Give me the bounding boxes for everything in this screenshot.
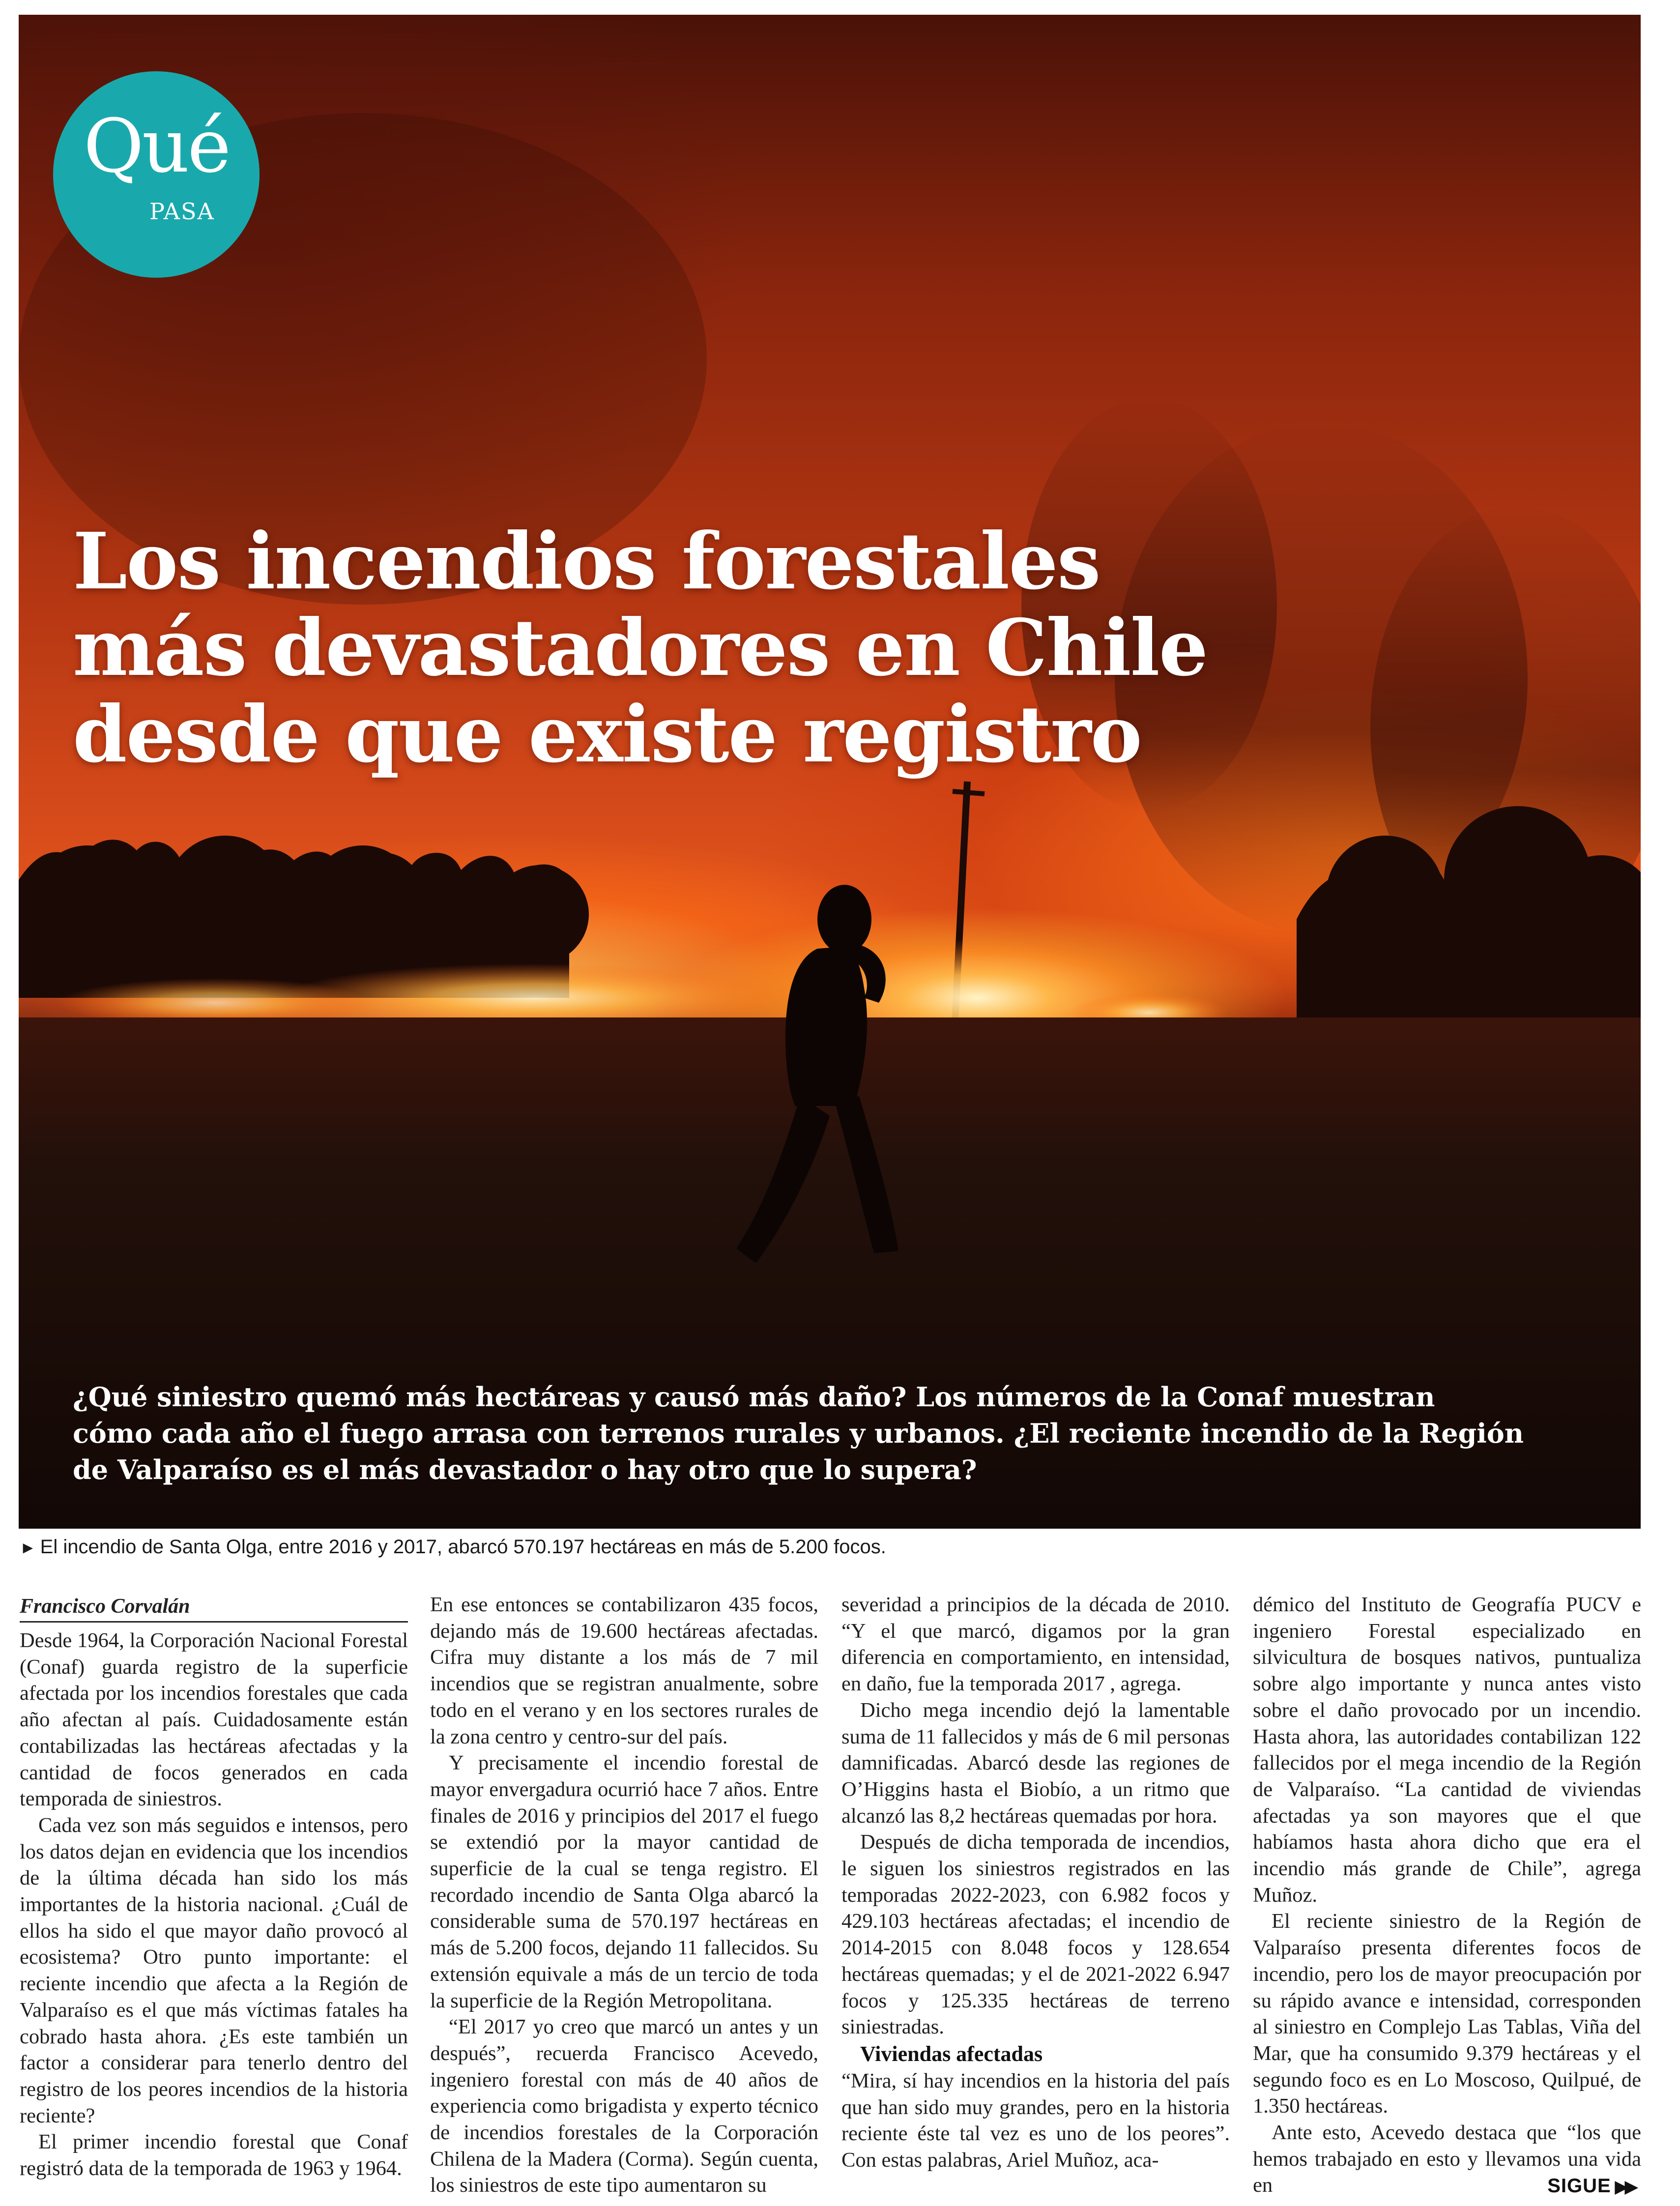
deck-line-2: cómo cada año el fuego arrasa con terrenos rurales y urbanos. ¿El reciente incendio de la Región [73, 1418, 1524, 1449]
paragraph: Y precisamente el incendio forestal de mayor envergadura ocurrió hace 7 años. Entre finales de 2016 y principios del 2017 el fuego se extendió por la mayor cantidad de superficie de la cual se tenga registro. El recordado incendio de Santa Olga abarcó la considerable suma de 570.197 hectáreas en más de 5.200 focos, dejando 11 fallecidos. Su extensión equivale a más de un tercio de toda la superficie de la Región Metropolitana. [430, 1751, 818, 2012]
byline: Francisco Corvalán [20, 1592, 408, 1623]
article-headline [73, 516, 1351, 780]
caption-arrow-icon: ► [20, 1538, 36, 1557]
deck-line-1: ¿Qué siniestro quemó más hectáreas y causó más daño? Los números de la Conaf muestran [73, 1381, 1435, 1413]
continue-indicator [1547, 2175, 1635, 2197]
article-column-4 [1253, 1592, 1641, 2199]
article-column-3 [841, 1592, 1230, 2174]
paragraph: severidad a principios de la década de 2010. “Y el que marcó, digamos por la gran diferencia en comportamiento, en intensidad, en daño, fue la temporada 2017 , agrega. [841, 1593, 1230, 1696]
caption-text: El incendio de Santa Olga, entre 2016 y 2017, abarcó 570.197 hectáreas en más de 5.200 focos. [40, 1536, 886, 1558]
paragraph: “Mira, sí hay incendios en la historia del país que han sido muy grandes, pero en la historia reciente éste tal vez es uno de los peores”. Con estas palabras, Ariel Muñoz, aca- [841, 2069, 1230, 2172]
headline-line-2: más devastadores en Chile [73, 603, 1208, 694]
headline-line-3: desde que existe registro [73, 689, 1141, 780]
paragraph: El primer incendio forestal que Conaf registró data de la temporada de 1963 y 1964. [20, 2130, 408, 2180]
headline-line-1: Los incendios forestales [73, 516, 1100, 607]
logo-pasa-text: PASA [149, 198, 215, 225]
article-column-1 [20, 1592, 408, 2182]
paragraph: “El 2017 yo creo que marcó un antes y un después”, recuerda Francisco Acevedo, ingeniero forestal con más de 40 años de experiencia como brigadista y experto técnico de incendios forestales de la Corporación Chilena de la Madera (Corma). Según cuenta, los siniestros de este tipo aumentaron su [430, 2015, 818, 2197]
logo-que-text: Qué [83, 104, 230, 189]
paragraph: démico del Instituto de Geografía PUCV e ingeniero Forestal especializado en silvicultura de bosques nativos, puntualiza sobre algo importante y nunca antes visto sobre el daño provocado por un incendio. Hasta ahora, las autoridades contabilizan 122 fallecidos por el mega incendio de la Región de Valparaíso. “La cantidad de viviendas afectadas ya son mayores que el que habíamos hasta ahora dicho que era el incendio más grande de Chile”, agrega Muñoz. [1253, 1593, 1641, 1907]
sigue-label: SIGUE [1547, 2175, 1611, 2197]
que-pasa-logo [53, 71, 260, 278]
paragraph: El reciente siniestro de la Región de Valparaíso presenta diferentes focos de incendio, pero los de mayor preocupación por su rápido avance e intensidad, corresponden al siniestro en Complejo Las Tablas, Viña del Mar, que ha consumido 9.379 hectáreas y el segundo foco es en Lo Moscoso, Quilpué, de 1.350 hectáreas. [1253, 1910, 1641, 2118]
article-column-2 [430, 1592, 818, 2199]
paragraph: Ante esto, Acevedo destaca que “los que hemos trabajado en esto y llevamos una vida en [1253, 2121, 1641, 2197]
paragraph: En ese entonces se contabilizaron 435 focos, dejando más de 19.600 hectáreas afectadas. Cifra muy distante a los más de 7 mil incendios que se registran anualmente, sobre todo en el verano y en los sectores rurales de la zona centro y centro-sur del país. [430, 1593, 818, 1748]
deck-line-3: de Valparaíso es el más devastador o hay otro que lo supera? [73, 1454, 977, 1485]
paragraph: Dicho mega incendio dejó la lamentable suma de 11 fallecidos y más de 6 mil personas damnificadas. Abarcó desde las regiones de O’Higgins hasta el Biobío, a un ritmo que alcanzó las 8,2 hectáreas quemadas por hora. [841, 1698, 1230, 1828]
paragraph: Cada vez son más seguidos e intensos, pero los datos dejan en evidencia que los incendios de la última década han sido los más importantes de la historia nacional. ¿Cuál de ellos ha sido el que mayor daño provocó al ecosistema? Otro punto importante: el reciente incendio que afecta a la Región de Valparaíso es el que más víctimas fatales ha cobrado hasta ahora. ¿Es este también un factor a considerar para tenerlo dentro del registro de los peores incendios de la historia reciente? [20, 1813, 408, 2127]
section-subhead: Viviendas afectadas [860, 2041, 1043, 2066]
article-deck [73, 1379, 1547, 1488]
double-arrow-icon: ▶▶ [1615, 2177, 1635, 2196]
photo-caption [20, 1536, 1642, 1558]
hero-photo [19, 15, 1641, 1529]
paragraph: Después de dicha temporada de incendios, le siguen los siniestros registrados en las temporadas 2022-2023, con 6.982 focos y 429.103 hectáreas afectadas; el incendio de 2014-2015 con 8.048 focos y 128.654 hectáreas quemadas; y el de 2021-2022 6.947 focos y 125.335 hectáreas de terreno siniestradas. [841, 1830, 1230, 2039]
paragraph: Desde 1964, la Corporación Nacional Forestal (Conaf) guarda registro de la superficie afectada por los incendios forestales que cada año afectan al país. Cuidadosamente están contabilizadas las hectáreas afectadas y la cantidad de focos generados en cada temporada de siniestros. [20, 1629, 408, 1811]
